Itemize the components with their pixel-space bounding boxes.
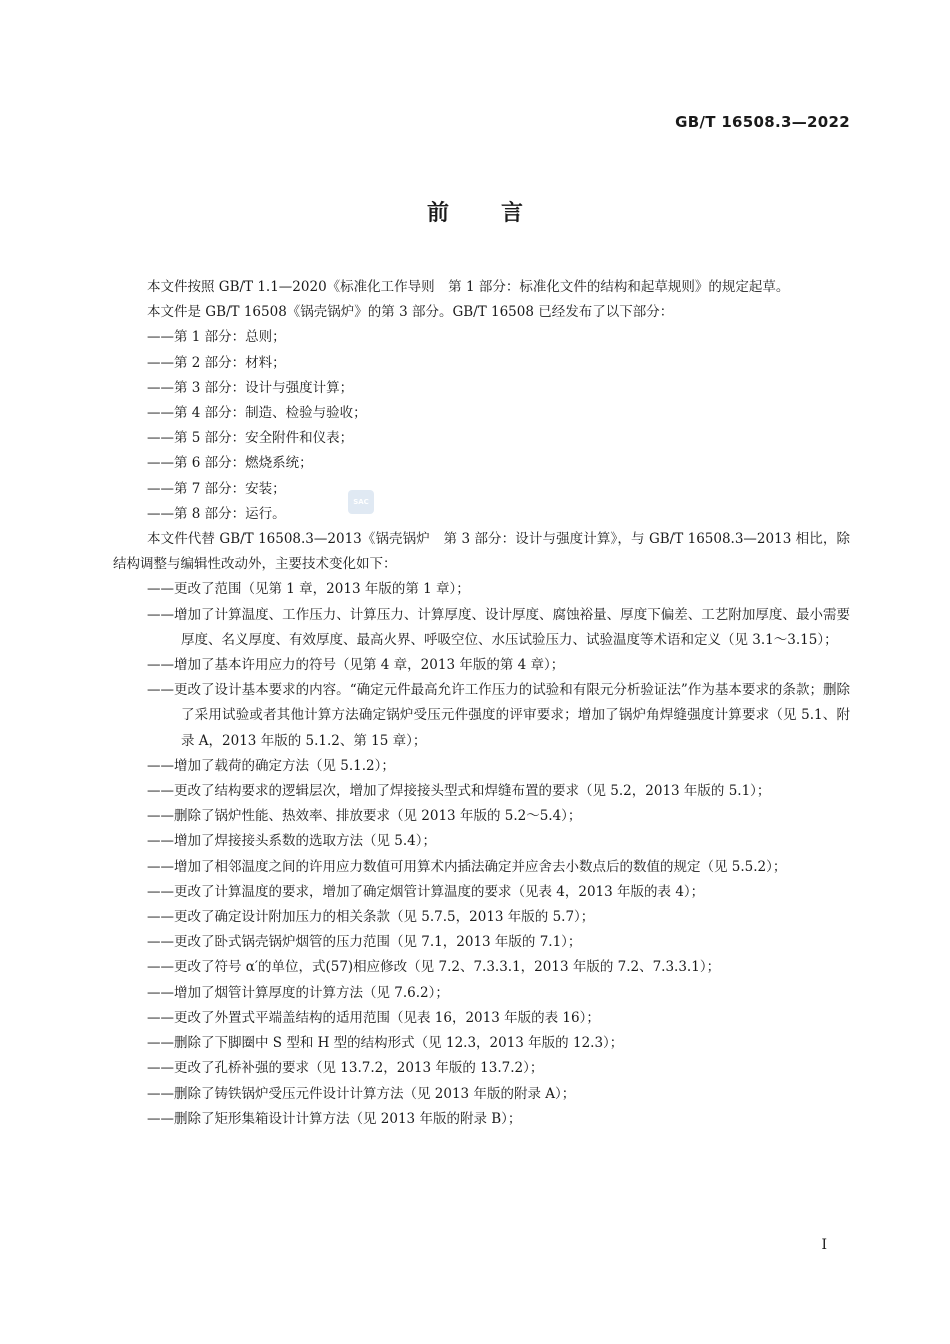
list-item: ——增加了烟管计算厚度的计算方法（见 7.6.2）；: [147, 984, 449, 1001]
list-item: ——增加了计算温度、工作压力、计算压力、计算厚度、设计厚度、腐蚀裕量、厚度下偏差、工艺附加厚度、最小需要厚度、名义厚度、有效厚度、最高火界、呼吸空位、水压试验压力、试验温度等术语和定义（见 3.1～3.15）；: [147, 606, 850, 648]
list-item: ——第 8 部分：运行。: [147, 505, 286, 522]
list-item: ——更改了结构要求的逻辑层次，增加了焊接接头型式和焊缝布置的要求（见 5.2，2013 年版的 5.1）；: [147, 783, 771, 800]
parts-intro-paragraph: 本文件是 GB/T 16508《锅壳锅炉》的第 3 部分。GB/T 16508 已经发布了以下部分：: [147, 304, 674, 321]
list-item: ——更改了确定设计附加压力的相关条款（见 5.7.5，2013 年版的 5.7）；: [147, 909, 595, 926]
list-item: ——更改了卧式锅壳锅炉烟管的压力范围（见 7.1，2013 年版的 7.1）；: [147, 934, 582, 951]
list-item: ——增加了基本许用应力的符号（见第 4 章，2013 年版的第 4 章）；: [147, 657, 565, 674]
list-item: ——增加了焊接接头系数的选取方法（见 5.4）；: [147, 833, 437, 850]
intro-paragraph: 本文件按照 GB/T 1.1—2020《标准化工作导则 第 1 部分：标准化文件的结构和起草规则》的规定起草。: [147, 279, 790, 295]
standard-number: GB/T 16508.3—2022: [675, 113, 850, 131]
list-item: ——第 4 部分：制造、检验与验收；: [147, 405, 367, 422]
list-item: ——第 3 部分：设计与强度计算；: [147, 379, 354, 396]
list-item: ——第 1 部分：总则；: [147, 329, 286, 346]
list-item: ——更改了外置式平端盖结构的适用范围（见表 16，2013 年版的表 16）；: [147, 1009, 600, 1026]
list-item: ——更改了孔桥补强的要求（见 13.7.2，2013 年版的 13.7.2）；: [147, 1060, 544, 1077]
replacement-paragraph: 本文件代替 GB/T 16508.3—2013《锅壳锅炉 第 3 部分：设计与强度计算》，与 GB/T 16508.3—2013 相比，除结构调整与编辑性改动外，主要技术变化如下：: [113, 531, 850, 573]
list-item: ——增加了载荷的确定方法（见 5.1.2）；: [147, 757, 395, 774]
page-number: I: [821, 1237, 827, 1253]
list-item: ——删除了矩形集箱设计计算方法（见 2013 年版的附录 B）；: [147, 1110, 522, 1127]
document-body: [113, 275, 850, 1132]
list-item: ——更改了设计基本要求的内容。“确定元件最高允许工作压力的试验和有限元分析验证法”作为基本要求的条款；删除了采用试验或者其他计算方法确定锅炉受压元件强度的评审要求；增加了锅炉角焊缝强度计算要求（见 5.1、附录 A，2013 年版的 5.1.2、第 15 章）；: [147, 682, 850, 749]
list-item: ——更改了计算温度的要求，增加了确定烟管计算温度的要求（见表 4，2013 年版的表 4）；: [147, 883, 705, 900]
list-item: ——删除了锅炉性能、热效率、排放要求（见 2013 年版的 5.2～5.4）；: [147, 808, 582, 825]
list-item: ——更改了范围（见第 1 章，2013 年版的第 1 章）；: [147, 581, 470, 598]
list-item: ——第 6 部分：燃烧系统；: [147, 455, 313, 472]
watermark-logo: SAC: [348, 490, 374, 514]
parts-list: [113, 325, 850, 527]
list-item: ——第 7 部分：安装；: [147, 480, 286, 497]
page-title: 前言: [426, 201, 575, 226]
list-item: ——第 5 部分：安全附件和仪表；: [147, 430, 354, 447]
changes-list: [113, 577, 850, 1131]
list-item: ——第 2 部分：材料；: [147, 354, 286, 371]
list-item: ——删除了下脚圈中 S 型和 H 型的结构形式（见 12.3，2013 年版的 12.3）；: [147, 1035, 624, 1052]
list-item: ——增加了相邻温度之间的许用应力数值可用算术内插法确定并应舍去小数点后的数值的规定（见 5.5.2）；: [147, 858, 787, 875]
list-item: ——更改了符号 α′的单位，式(57)相应修改（见 7.2、7.3.3.1，2013 年版的 7.2、7.3.3.1）；: [147, 959, 721, 976]
list-item: ——删除了铸铁锅炉受压元件设计计算方法（见 2013 年版的附录 A）；: [147, 1085, 576, 1102]
